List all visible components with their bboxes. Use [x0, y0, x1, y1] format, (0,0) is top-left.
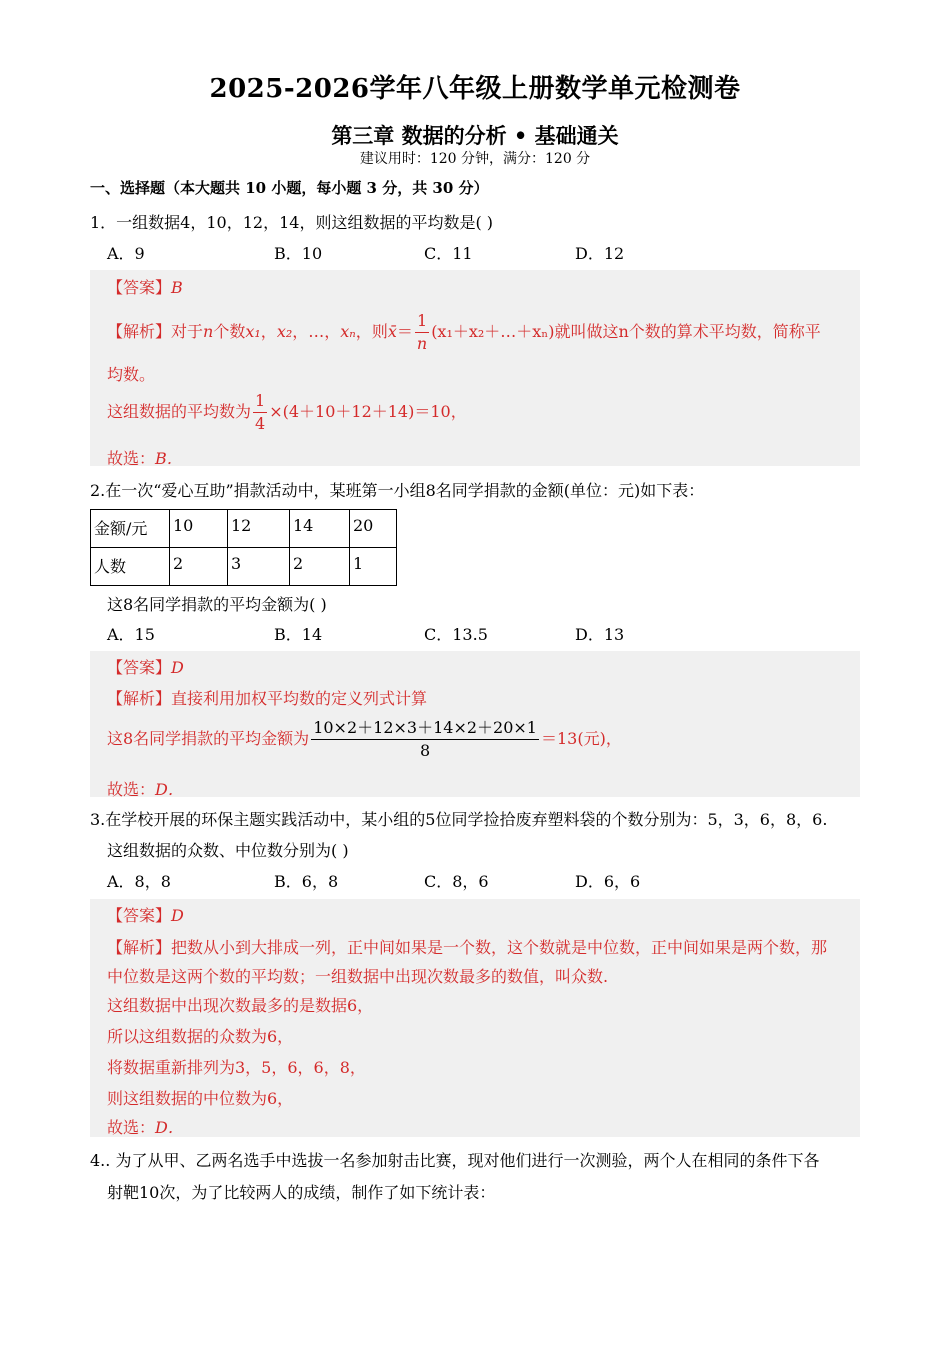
question-2-question: 这8名同学捐款的平均金额为( ) — [107, 595, 327, 614]
q2-analysis: 【解析】直接利用加权平均数的定义列式计算 — [107, 689, 428, 708]
question-3-stem-line2: 这组数据的众数、中位数分别为( ) — [107, 841, 349, 860]
q2-option-b: B．14 — [274, 625, 323, 644]
q2-option-a: A．15 — [107, 625, 155, 644]
q1-formula-fraction: $\frac{1}{n}$ — [416, 311, 428, 353]
q3-conclusion: 故选：D． — [107, 1118, 184, 1137]
question-4-stem-line2: 射靶10次，为了比较两人的成绩，制作了如下统计表： — [107, 1183, 496, 1202]
page-title: 2025-2026学年八年级上册数学单元检测卷 — [209, 74, 741, 104]
question-1-stem: 1．一组数据4，10，12，14，则这组数据的平均数是( ) — [90, 213, 494, 232]
q2-answer: 【答案】D — [107, 658, 184, 677]
time-info: 建议用时：120 分钟，满分：120 分 — [359, 151, 591, 167]
q1-calculation: 这组数据的平均数为 $\frac{1}{4}$ ×(4＋10＋12＋14)＝10， — [107, 391, 467, 433]
q1-option-d: D．12 — [575, 244, 625, 263]
q1-option-a: A．9 — [107, 244, 145, 263]
q2-solution-box — [90, 651, 860, 797]
q1-solution-box — [90, 270, 860, 466]
q1-analysis-line2: 均数。 — [107, 365, 156, 384]
q3-option-a: A．8，8 — [107, 872, 171, 891]
q3-answer: 【答案】D — [107, 906, 184, 925]
q3-option-c: C．8，6 — [424, 872, 489, 891]
donation-table — [90, 509, 397, 586]
q3-step-1: 这组数据中出现次数最多的是数据6， — [107, 996, 374, 1015]
question-4-stem: 4.. 为了从甲、乙两名选手中选拔一名参加射击比赛，现对他们进行一次测验，两个人在相同的条件下各 — [90, 1151, 820, 1170]
q3-analysis: 【解析】把数从小到大排成一列，正中间如果是一个数，这个数就是中位数，正中间如果是两个数，那 — [107, 938, 828, 957]
q1-analysis: 【解析】对于n个数x₁，x₂，…，xₙ，则x̄＝ $\frac{1}{n}$ (x₁＋x₂＋…＋xₙ)就叫做这n个数的算术平均数，简称平 — [107, 311, 821, 353]
table-row: 人数 2 3 2 1 — [91, 548, 397, 586]
chapter-subtitle: 第三章 数据的分析 • 基础通关 — [331, 123, 619, 148]
question-2-stem: 2.在一次“爱心互助”捐款活动中，某班第一小组8名同学捐款的金额(单位：元)如下表： — [90, 481, 705, 500]
table-row: 金额/元 10 12 14 20 — [91, 510, 397, 548]
question-3-stem: 3.在学校开展的环保主题实践活动中，某小组的5位同学捡拾废弃塑料袋的个数分别为：5，3，6，8，6. — [90, 810, 828, 829]
q3-analysis-line2: 中位数是这两个数的平均数；一组数据中出现次数最多的数值，叫众数. — [107, 967, 609, 986]
q2-option-c: C．13.5 — [424, 625, 488, 644]
q2-conclusion: 故选：D． — [107, 780, 184, 799]
q1-option-b: B．10 — [274, 244, 323, 263]
q3-solution-box — [90, 899, 860, 1137]
q3-step-4: 则这组数据的中位数为6， — [107, 1089, 294, 1108]
q1-conclusion: 故选：B． — [107, 449, 183, 468]
q3-step-3: 将数据重新排列为3，5，6，6，8， — [107, 1058, 366, 1077]
q3-option-d: D．6，6 — [575, 872, 641, 891]
section-heading: 一、选择题（本大题共 10 小题，每小题 3 分，共 30 分） — [90, 179, 489, 197]
q1-option-c: C．11 — [424, 244, 473, 263]
q3-option-b: B．6，8 — [274, 872, 339, 891]
q2-calculation: 这8名同学捐款的平均金额为 $\frac{10\times 2+12\times 3+14\times 2+20\times 1}{8}$ ＝13(元)， — [107, 718, 622, 760]
q2-option-d: D．13 — [575, 625, 625, 644]
q3-step-2: 所以这组数据的众数为6， — [107, 1027, 294, 1046]
q1-answer: 【答案】B — [107, 278, 183, 297]
